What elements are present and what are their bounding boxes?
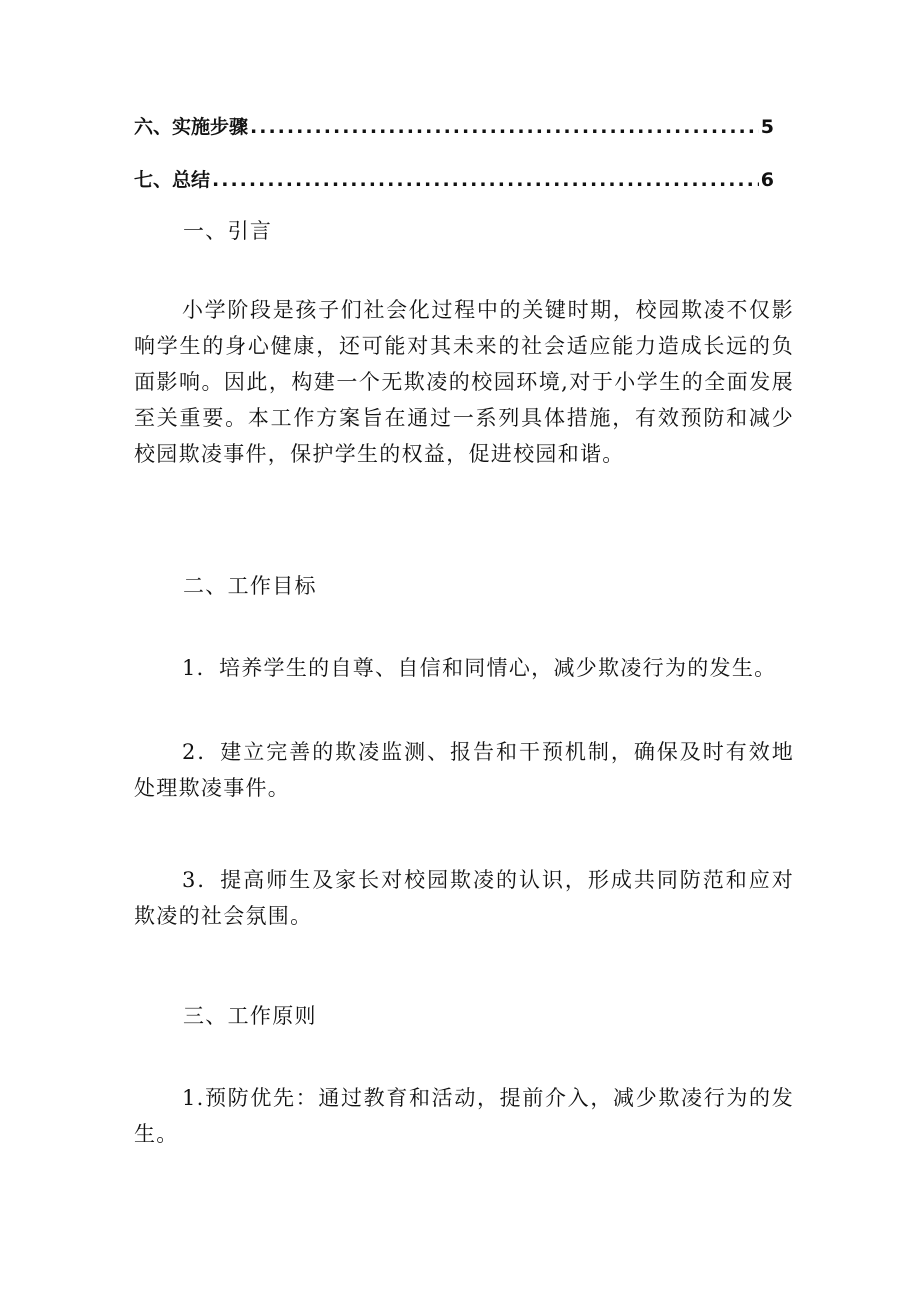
goal-item-3: 3．提高师生及家长对校园欺凌的认识，形成共同防范和应对欺凌的社会氛围。: [134, 868, 794, 928]
toc-leader-dots: [250, 112, 759, 142]
goal-item-1: 1．培养学生的自尊、自信和同情心，减少欺凌行为的发生。: [182, 656, 777, 680]
toc-entry-implementation-steps[interactable]: [134, 112, 774, 142]
toc-leader-dots: [212, 165, 759, 195]
toc-entry-page-number: 5: [760, 116, 774, 138]
introduction-paragraph: 小学阶段是孩子们社会化过程中的关键时期，校园欺凌不仅影响学生的身心健康，还可能对其未来的社会适应能力造成长远的负面影响。因此，构建一个无欺凌的校园环境,对于小学生的全面发展至关重要。本工作方案旨在通过一系列具体措施，有效预防和减少校园欺凌事件，保护学生的权益，促进校园和谐。: [134, 298, 794, 466]
toc-entry-page-number: 6: [760, 169, 774, 191]
toc-entry-label: 七、总结: [134, 169, 211, 191]
section-heading-work-principles: 三、工作原则: [183, 1004, 317, 1028]
toc-entry-summary[interactable]: [134, 165, 774, 195]
toc-entry-label: 六、实施步骤: [134, 116, 249, 138]
goal-item-2: 2．建立完善的欺凌监测、报告和干预机制，确保及时有效地处理欺凌事件。: [134, 740, 794, 800]
section-heading-introduction: 一、引言: [183, 219, 273, 243]
section-heading-work-goals: 二、工作目标: [183, 574, 317, 598]
principle-item-1: 1.预防优先：通过教育和活动，提前介入，减少欺凌行为的发生。: [134, 1086, 794, 1146]
